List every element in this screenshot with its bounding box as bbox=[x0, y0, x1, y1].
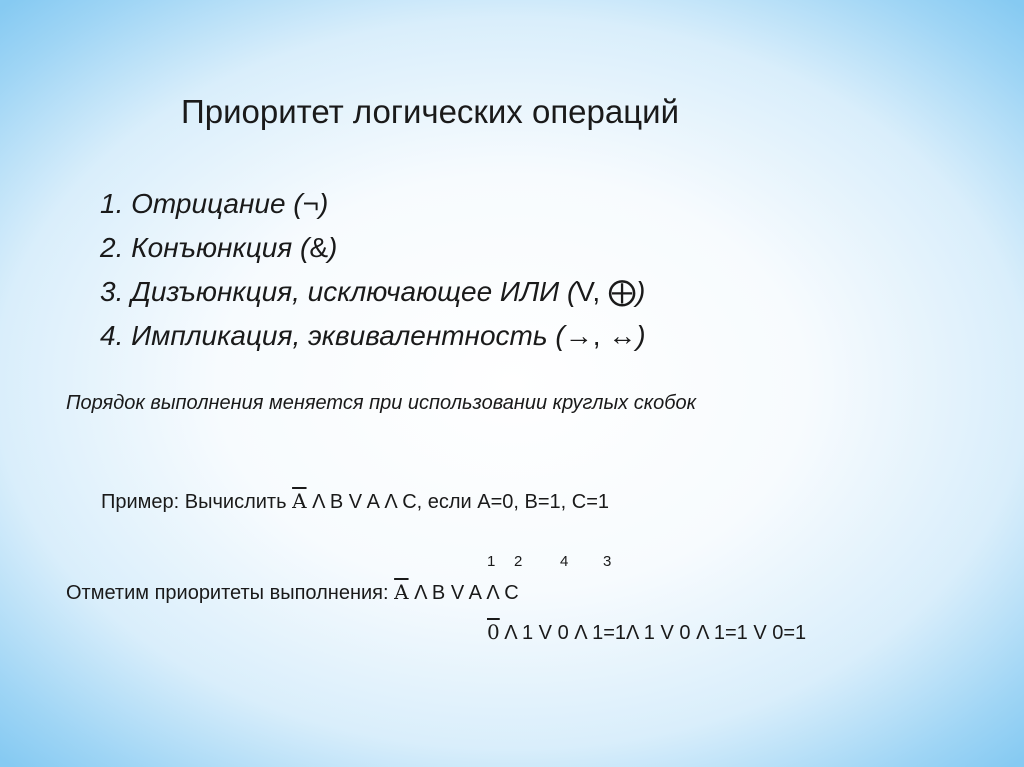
operation-item bbox=[100, 182, 646, 226]
example-expression: Λ B V A Λ C, если A=0, B=1, C=1 bbox=[306, 491, 610, 513]
example-line bbox=[101, 489, 609, 514]
operation-close: ) bbox=[328, 232, 338, 263]
operation-close: ) bbox=[318, 188, 329, 219]
operation-symbol: V, ⨁ bbox=[576, 276, 636, 307]
operation-item bbox=[100, 314, 646, 358]
calculation-line bbox=[487, 620, 806, 645]
parentheses-note: Порядок выполнения меняется при использовании круглых скобок bbox=[66, 392, 697, 414]
operation-text: 4. Импликация, эквивалентность ( bbox=[100, 320, 565, 351]
operation-text: 3. Дизъюнкция, исключающее ИЛИ ( bbox=[100, 276, 577, 307]
operation-symbol: →, ↔ bbox=[564, 320, 637, 351]
priority-number: 3 bbox=[603, 553, 612, 570]
priorities-line bbox=[66, 580, 519, 605]
operation-symbol: & bbox=[309, 232, 329, 263]
priorities-label: Отметим приоритеты выполнения: bbox=[66, 582, 395, 604]
priorities-expression: Λ B V A Λ C bbox=[408, 582, 519, 604]
example-negated-var: $\overline{A}$ bbox=[292, 489, 307, 513]
operation-close: ) bbox=[636, 320, 646, 351]
example-prefix: Пример: Вычислить bbox=[101, 491, 293, 513]
priority-number: 4 bbox=[560, 553, 569, 570]
priority-number: 1 bbox=[487, 553, 496, 570]
slide-title: Приоритет логических операций bbox=[181, 93, 680, 130]
operations-list bbox=[100, 182, 646, 358]
calculation-expression: Λ 1 V 0 Λ 1=1Λ 1 V 0 Λ 1=1 V 0=1 bbox=[499, 622, 807, 644]
operation-item bbox=[100, 226, 646, 270]
priority-number: 2 bbox=[514, 553, 523, 570]
operation-item bbox=[100, 270, 646, 314]
priorities-negated-var: $\overline{A}$ bbox=[394, 580, 409, 604]
operation-close: ) bbox=[635, 276, 646, 307]
operation-symbol: ¬ bbox=[302, 188, 319, 219]
operation-text: 1. Отрицание ( bbox=[100, 188, 303, 219]
operation-text: 2. Конъюнкция ( bbox=[100, 232, 310, 263]
calculation-negated-value: 0 bbox=[487, 620, 500, 644]
